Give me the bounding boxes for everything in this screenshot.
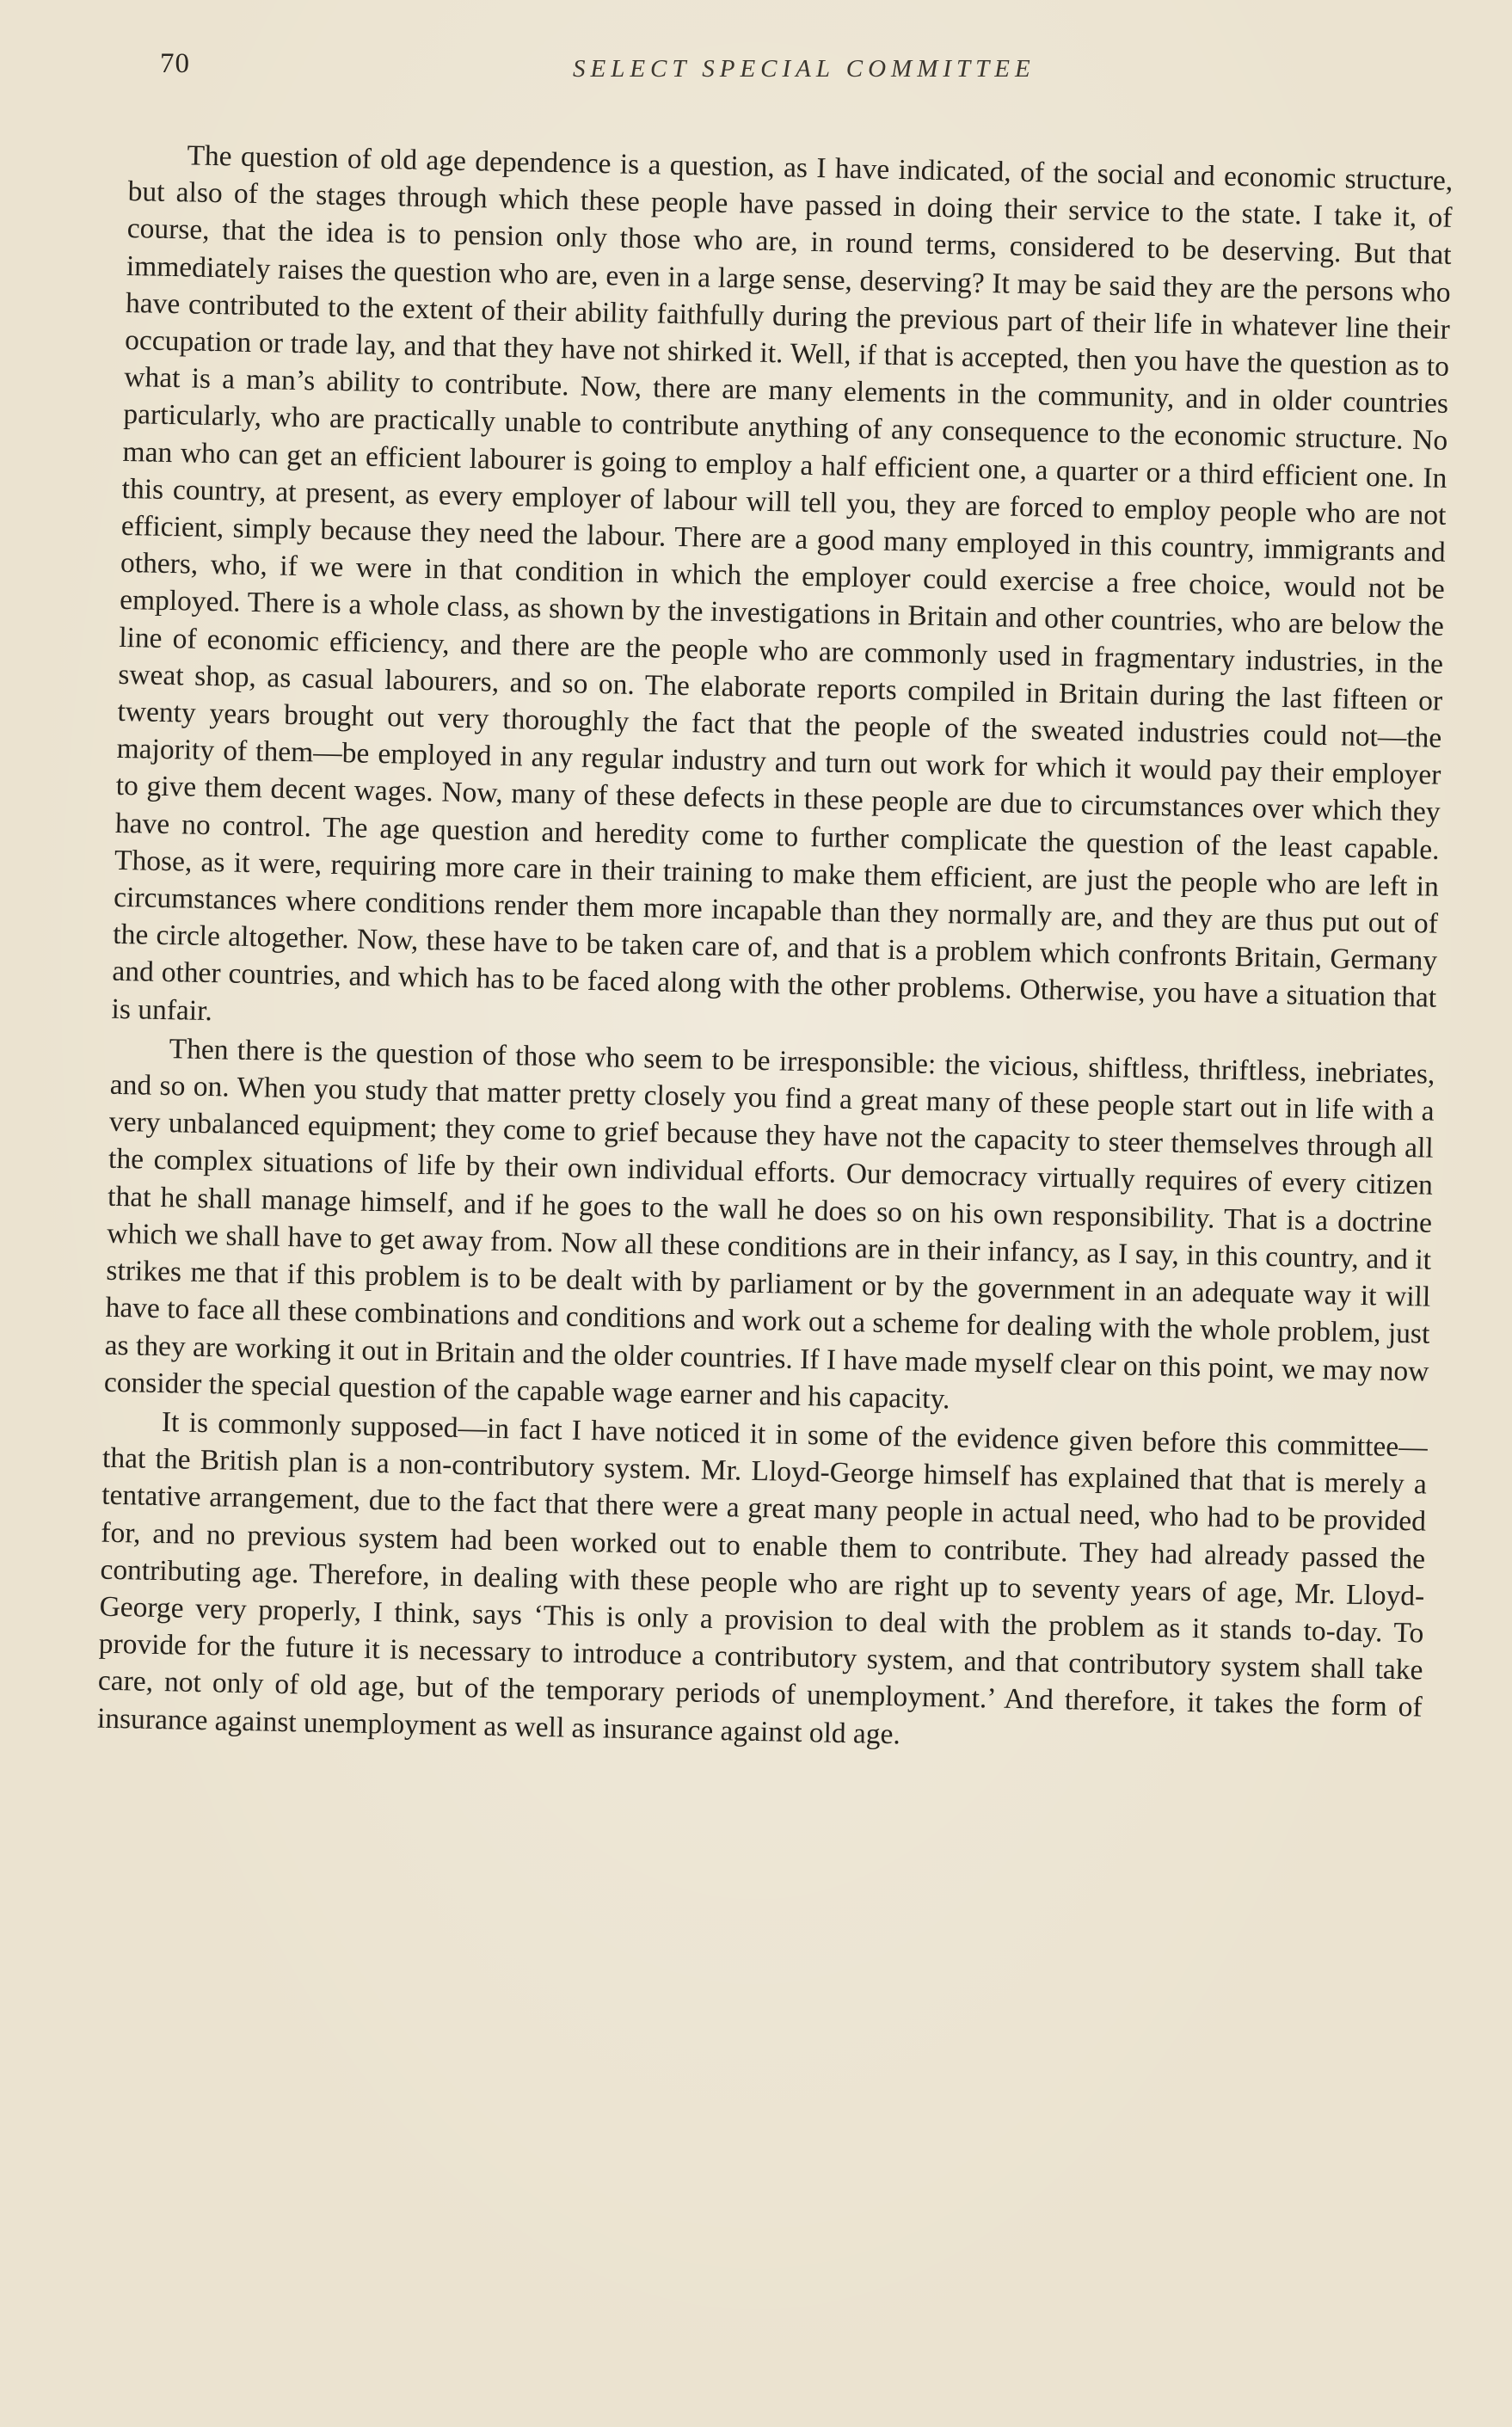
paragraph-3: It is commonly supposed—in fact I have noticed it in some of the evidence given before this committee—that the British plan is a non-contributory system. Mr. Lloyd-George himself has explained that that is merely a tentative arrangement, due to the fact that there were a great many people in actual need, who had to be provided for, and no previous system had been worked out to enable them to contribute. They had already passed the contributing age. Therefore, in dealing with these people who are right up to seventy years of age, Mr. Lloyd-George very properly, I think, says ‘This is only a provision to deal with the problem as it stands to-day. To provide for the future it is necessary to introduce a contributory system, and that contributory system shall take care, not only of old age, but of the temporary periods of unemployment.’ And therefore, it takes the form of insurance against unemployment as well as insurance against old age. <box>96 1405 1429 1750</box>
paragraph-2: Then there is the question of those who seem to be irresponsible: the vicious, shiftless, thriftless, inebriates, and so on. When you study that matter pretty closely you find a great many of these people start out in life with a very unbalanced equipment; they come to grief because they have not the capacity to steer themselves through all the complex situations of life by their own individual efforts. Our democracy virtually requires of every citizen that he shall manage himself, and if he goes to the wall he does so on his own responsibility. That is a doctrine which we shall have to get away from. Now all these conditions are in their infancy, as I say, in this country, and it strikes me that if this problem is to be dealt with by parliament or by the government in an adequate way it will have to face all these combinations and conditions and work out a scheme for dealing with the whole problem, just as they are working it out in Britain and the older countries. If I have made myself clear on this point, we may now consider the special question of the capable wage earner and his capacity. <box>103 1033 1435 1416</box>
page-header <box>160 48 1441 100</box>
paragraph-1: The question of old age dependence is a question, as I have indicated, of the social and economic structure, but also of the stages through which these people have passed in doing their service to the state. I take it, of course, that the idea is to pension only those who are, in round terms, considered to be deserving. But that immediately raises the question who are, even in a large sense, deserving? It may be said they are the persons who have contributed to the extent of their ability faithfully during the previous part of their life in whatever line their occupation or trade lay, and that they have not shirked it. Well, if that is accepted, then you have the question as to what is a man’s ability to contribute. Now, there are many elements in the community, and in older countries particularly, who are practically unable to contribute anything of any consequence to the economic structure. No man who can get an efficient labourer is going to employ a half efficient one, a quarter or a third efficient one. In this country, at present, as every employer of labour will tell you, they are forced to employ people who are not efficient, simply because they need the labour. There are a good many employed in this country, immigrants and others, who, if we were in that condition in which the employer could exercise a free choice, would not be employed. There is a whole class, as shown by the investigations in Britain and other countries, who are below the line of economic efficiency, and there are the people who are commonly used in fragmentary industries, in the sweat shop, as casual labourers, and so on. The elaborate reports compiled in Britain during the last fifteen or twenty years brought out very thoroughly the fact that the people of the sweated industries could not—the majority of them—be employed in any regular industry and turn out work for which it would pay their employer to give them decent wages. Now, many of these defects in these people are due to circumstances over which they have no control. The age question and heredity come to further complicate the question of the least capable. Those, as it were, requiring more care in their training to make them efficient, are just the people who are left in circumstances where conditions render them more incapable than they normally are, and they are thus put out of the circle altogether. Now, these have to be taken care of, and that is a problem which confronts Britain, Germany and other countries, and which has to be faced along with the other problems. Otherwise, you have a situation that is unfair. <box>111 139 1454 1027</box>
running-head: SELECT SPECIAL COMMITTEE <box>573 55 1036 83</box>
body-text <box>97 136 1454 1763</box>
page-number: 70 <box>160 48 190 79</box>
